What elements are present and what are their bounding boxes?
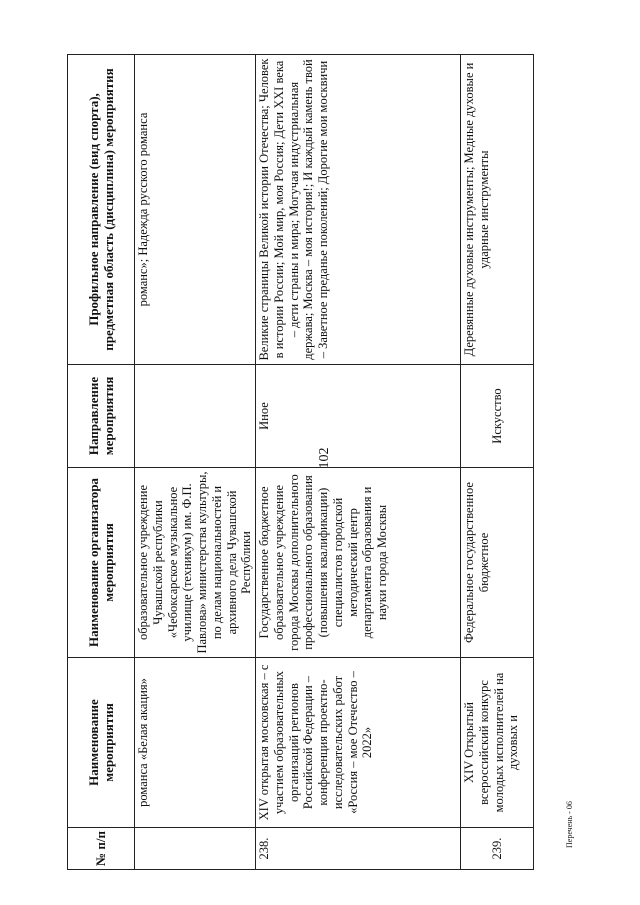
rotated-table-wrapper	[67, 55, 567, 870]
header-direction: Направление мероприятия	[68, 365, 135, 468]
cell-profile: Великие страницы Великой истории Отечества; Человек в истории России; Мой мир, моя Россия; Дети XXI века – дети страны и мира; Могучая индустриальная держава; Москва – моя история!; И каждый камень твой – Заветное преданье поколений; Дорогие мои москвичи	[256, 55, 461, 365]
cell-event-name: XIV открытая московская – с участием образовательных организаций регионов Российской Федерации – конференция проектно-исследовательских работ «Россия – мое Отечество – 2022»	[256, 658, 461, 828]
cell-profile: романс»; Надежда русского романса	[135, 55, 256, 365]
header-organizer: Наименование организатора мероприятия	[68, 468, 135, 658]
cell-num	[135, 828, 256, 870]
cell-organizer: образовательное учреждение Чувашской республики «Чебоксарское музыкальное училище (техникум) им. Ф.П. Павлова» министерства культуры, по делам национальностей и архивного дела Чувашской Республики	[135, 468, 256, 658]
cell-organizer: Государственное бюджетное образовательное учреждение города Москвы дополнительного профессионального образования (повышения квалификации) специалистов городской методический центр департамента образования и науки города Москвы	[256, 468, 461, 658]
cell-num: 238.	[256, 828, 461, 870]
header-event-name: Наименование мероприятия	[68, 658, 135, 828]
table-row	[135, 55, 256, 870]
cell-direction: Искусство	[461, 365, 534, 468]
cell-num: 239.	[461, 828, 534, 870]
table-header-row	[68, 55, 135, 870]
table-row	[256, 55, 461, 870]
cell-direction: Иное	[256, 365, 461, 468]
cell-event-name: XIV Открытый всероссийский конкурс молодых исполнителей на духовых и	[461, 658, 534, 828]
cell-profile: Деревянные духовые инструменты; Медные духовые и ударные инструменты	[461, 55, 534, 365]
page-number: 102	[317, 447, 332, 469]
events-table	[67, 54, 534, 870]
header-num: № п/п	[68, 828, 135, 870]
header-profile: Профильное направление (вид спорта), предметная область (дисциплина) мероприятия	[68, 55, 135, 365]
cell-event-name: романса «Белая акация»	[135, 658, 256, 828]
cell-direction	[135, 365, 256, 468]
footer-note: Перечень - 06	[565, 801, 574, 848]
cell-organizer: Федеральное государственное бюджетное	[461, 468, 534, 658]
table-row	[461, 55, 534, 870]
